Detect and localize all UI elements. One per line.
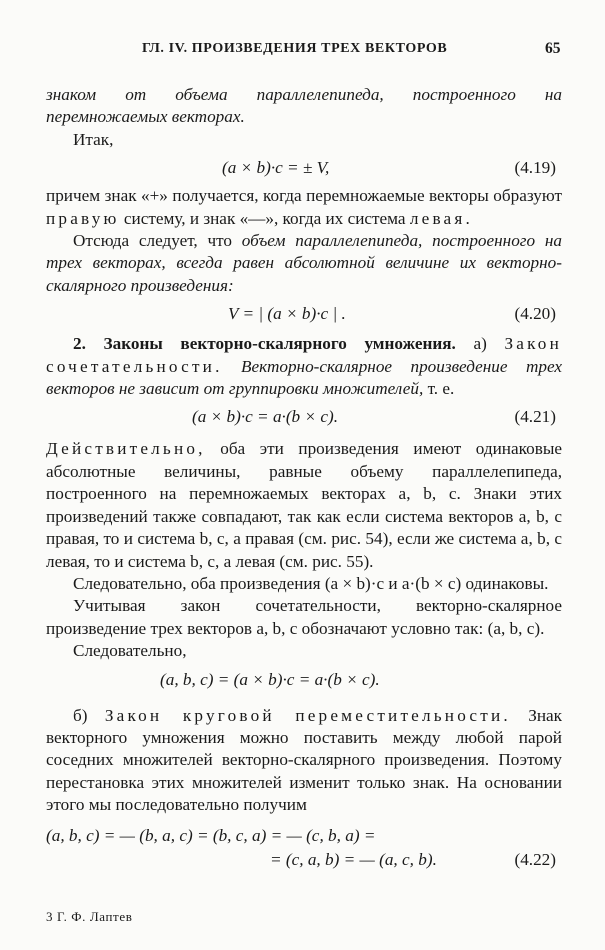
- section-laws: [46, 333, 562, 400]
- running-head: ГЛ. IV. ПРОИЗВЕДЕНИЯ ТРЕХ ВЕКТОРОВ: [142, 41, 448, 56]
- equation-number: (4.22): [514, 849, 556, 869]
- law-title: Закон сочетательности.: [46, 334, 562, 376]
- paragraph-proof: [46, 438, 562, 572]
- formula-4-22: [46, 823, 562, 875]
- text-segment: систему, и знак «—», когда их система: [119, 208, 410, 228]
- formula-line-2: = (c, a, b) = — (a, c, b).: [270, 849, 437, 869]
- text-segment: Знак векторного умножения можно поставить между любой парой соседних множителей векторно-скалярного произведения. Поэтому перестановка этих множителей изменит только знак. На основании этого мы последовательно получим: [46, 705, 562, 815]
- spaced-term: левая: [409, 208, 466, 228]
- text-segment: причем знак «+» получается, когда перемножаемые векторы образуют: [46, 186, 562, 206]
- equation-number: (4.19): [514, 158, 556, 178]
- text-segment: т. е.: [423, 379, 455, 399]
- text-segment: б): [73, 705, 105, 725]
- formula-expression: (a × b)·c = ± V,: [222, 158, 330, 178]
- formula-expression: (a, b, c) = (a × b)·c = a·(b × c).: [160, 669, 380, 689]
- formula-4-20: [46, 297, 562, 331]
- section-heading: 2. Законы векторно-скалярного умножения.: [73, 334, 456, 354]
- spaced-term: правую: [46, 208, 120, 228]
- paragraph-therefore-2: Следовательно,: [73, 641, 187, 661]
- formula-4-19: [46, 151, 562, 185]
- equation-number: (4.21): [514, 407, 556, 427]
- text-segment: оба эти произведения имеют одинаковые абсолютные величины, равные объему параллелепипеда, построенного на перемножаемых векторах a, b, c. Знаки этих произведений также совпадают, так как если система векторов a, b, c правая, то и система b, c, a правая (см. рис. 54), если же система a, b, c левая, то и система b, c, a левая (см. рис. 55).: [46, 439, 562, 571]
- paragraph-therefore: Следовательно, оба произведения (a × b)·c и a·(b × c) одинаковы.: [73, 573, 549, 593]
- text-segment: Отсюда следует, что: [73, 231, 242, 251]
- page-number: 65: [545, 40, 561, 57]
- formula-line-1: (a, b, c) = — (b, a, c) = (b, c, a) = — (c, b, a) =: [46, 825, 376, 845]
- formula-expression: V = | (a × b)·c | .: [228, 304, 346, 324]
- equation-number: (4.20): [514, 304, 556, 324]
- text-segment: .: [465, 208, 470, 228]
- paragraph-notation: Учитывая закон сочетательности, векторно-скалярное произведение трех векторов a, b, c обозначают условно так: (a, b, c).: [46, 596, 562, 638]
- paragraph-sign-rule: [46, 185, 562, 230]
- formula-4-21: [46, 400, 562, 434]
- emphasized-statement: объем параллелепипеда, построенного на трех векторах, всегда равен абсолютной величине их векторно-скалярного произведения:: [46, 231, 562, 295]
- page-body: [46, 84, 562, 875]
- paragraph-continuation: знаком от объема параллелепипеда, построенного на перемножаемых векторах.: [46, 85, 562, 127]
- law-title: Закон круговой переместительности.: [104, 705, 511, 725]
- law-statement: Векторно-скалярное произведение трех векторов не зависит от группировки множителей,: [46, 356, 562, 399]
- text-segment: а): [455, 334, 505, 354]
- signature-mark: 3 Г. Ф. Лаптев: [46, 909, 133, 924]
- formula-expression: (a × b)·c = a·(b × c).: [192, 407, 338, 427]
- paragraph-circular-law: [46, 705, 562, 817]
- formula-triple-product: [46, 663, 562, 697]
- paragraph-conclusion: [46, 230, 562, 297]
- page-header: [0, 38, 605, 62]
- spaced-term: Действительно,: [46, 439, 206, 459]
- paragraph-itak: Итак,: [73, 129, 114, 149]
